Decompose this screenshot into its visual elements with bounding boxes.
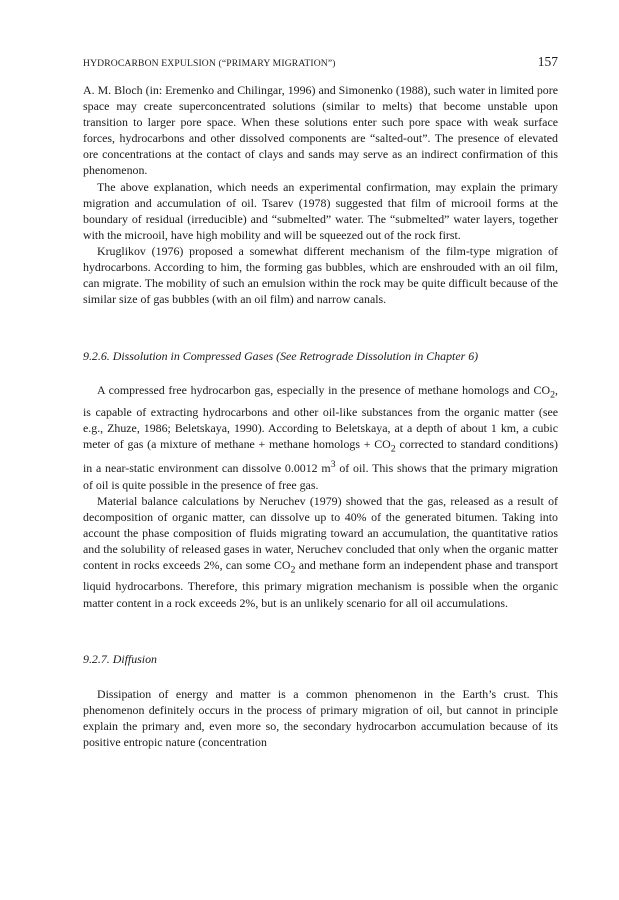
book-page [83, 52, 558, 750]
text-run: and methane form an independent phase and transport liquid hydrocarbons. Therefore, this primary migration mechanism is possible when the organic matter content in a rock exceeds 2%, but is an unlikely scenario for all oil accumulations. [83, 557, 558, 610]
text-run: A compressed free hydrocarbon gas, especially in the presence of methane homologs and CO [97, 383, 551, 398]
subscript: 2 [550, 389, 556, 401]
text-run: corrected to standard conditions) in a near-static environment can dissolve 0.0012 m [83, 436, 558, 476]
subscript: 2 [390, 443, 396, 455]
body-paragraph-1: A. M. Bloch (in: Eremenko and Chilingar, 1996) and Simonenko (1988), such water in limited pore space may create superconcentrated solutions (similar to melts) that become unstable upon transition to larger pore space. When these solutions enter such pore space with weak surface forces, hydrocarbons and other dissolved components are “salted-out”. The presence of elevated ore concentrations at the contact of clays and sands may serve as an indirect confirmation of this phenomenon. [83, 83, 558, 178]
body-paragraph-2: The above explanation, which needs an experimental confirmation, may explain the primary migration and accumulation of oil. Tsarev (1978) suggested that film of microoil forms at the boundary of residual (irreducible) and “submelted” water. The “submelted” water layers, together with the microoil, have high mobility and will be squeezed out of the rock first. [83, 179, 558, 242]
subscript: 2 [290, 564, 296, 576]
section-9-2-6-paragraph-2 [83, 493, 558, 611]
text-run: of oil. This shows that the primary migration of oil is quite possible in the presence of free gas. [83, 461, 558, 492]
running-title: HYDROCARBON EXPULSION (“PRIMARY MIGRATION”) [83, 58, 336, 69]
page-number: 157 [537, 54, 558, 69]
section-9-2-6-paragraph-1 [83, 382, 558, 492]
section-heading-9-2-7: 9.2.7. Diffusion [83, 651, 157, 666]
text-run: , is capable of extracting hydrocarbons and other oil-like substances from the organic matter (see e.g., Zhuze, 1986; Beletskaya, 1990). According to Beletskaya, at a depth of about 1 km, a cubic meter of gas (a mixture of methane + methane homologs + CO [83, 383, 558, 451]
superscript: 3 [330, 459, 336, 471]
running-head [83, 52, 558, 72]
section-heading-9-2-6: 9.2.6. Dissolution in Compressed Gases (See Retrograde Dissolution in Chapter 6) [83, 349, 479, 364]
text-run: Material balance calculations by Neruchev (1979) showed that the gas, released as a result of decomposition of organic matter, can dissolve up to 40% of the generated bitumen. Taking into account the phase composition of fluids migrating toward an accumulation, the quantitative ratios and the solubility of released gases in water, Neruchev concluded that only when the organic matter content in rocks exceeds 2%, can some CO [83, 493, 558, 572]
section-9-2-7-paragraph-1: Dissipation of energy and matter is a common phenomenon in the Earth’s crust. This phenomenon definitely occurs in the process of primary migration of oil, but cannot in principle explain the primary and, even more so, the secondary hydrocarbon accumulation because of its positive entropic nature (concentration [83, 686, 558, 749]
body-paragraph-3: Kruglikov (1976) proposed a somewhat different mechanism of the film-type migration of hydrocarbons. According to him, the forming gas bubbles, which are enshrouded with an oil film, can migrate. The mobility of such an emulsion within the rock may be quite difficult because of the similar size of gas bubbles (with an oil film) and narrow canals. [83, 243, 558, 307]
